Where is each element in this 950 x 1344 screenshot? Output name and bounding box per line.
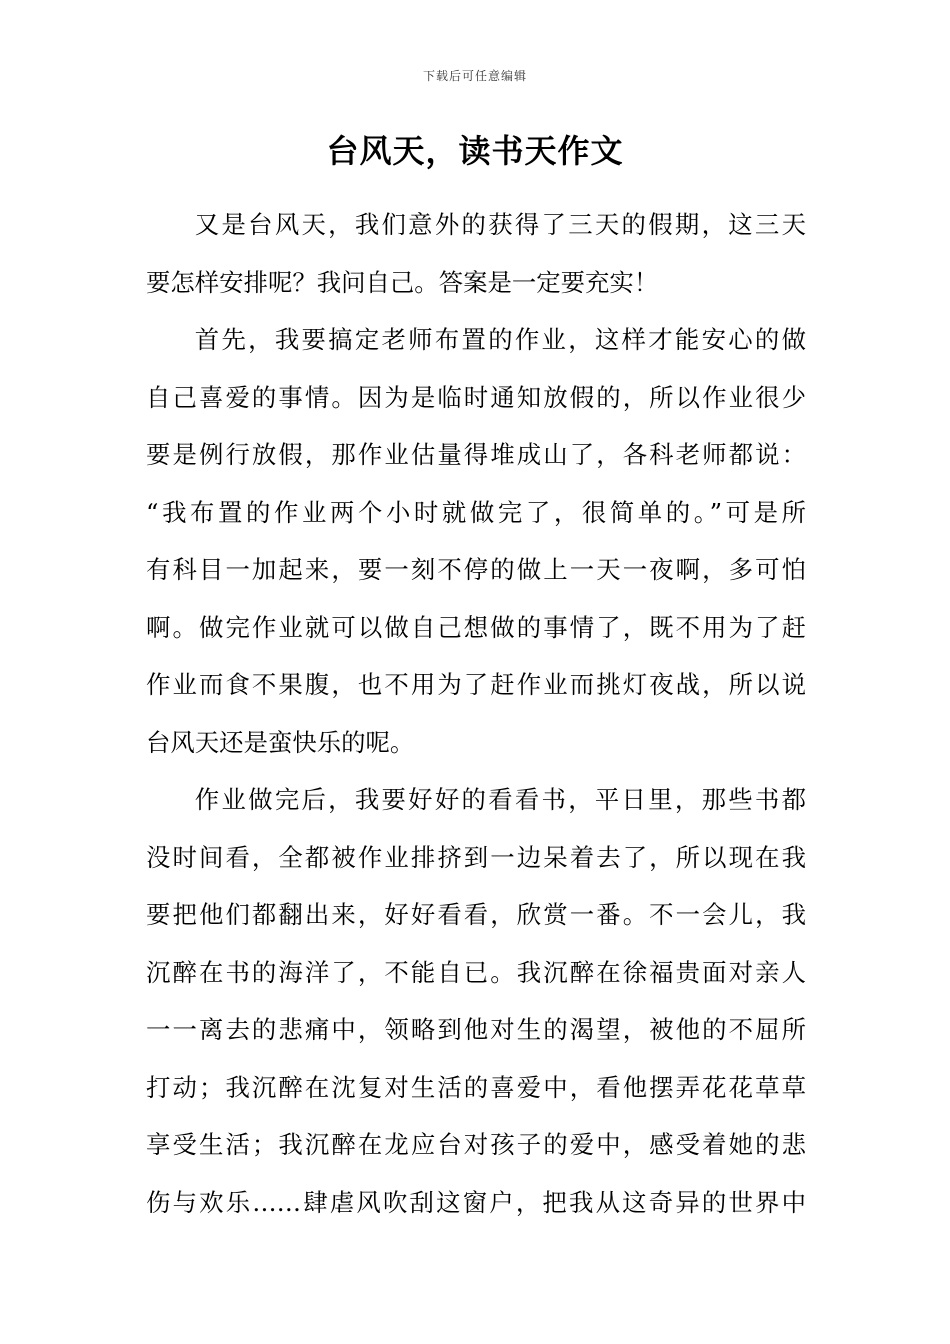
header-note: 下载后可任意编辑 xyxy=(422,69,527,83)
paragraph-line: 没时间看，全都被作业排挤到一边呆着去了，所以现在我 xyxy=(146,842,806,872)
paragraph-3 xyxy=(146,771,806,1231)
paragraph-line: 伤与欢乐……肆虐风吹刮这窗户，把我从这奇异的世界中 xyxy=(146,1187,806,1217)
paragraph-line: 一一离去的悲痛中，领略到他对生的渴望，被他的不屈所 xyxy=(146,1015,806,1044)
paragraph-line: 要把他们都翻出来，好好看看，欣赏一番。不一会儿，我 xyxy=(146,900,806,929)
paragraph-line: 要是例行放假，那作业估量得堆成山了，各科老师都说： xyxy=(146,440,806,469)
paragraph-line: 沉醉在书的海洋了，不能自已。我沉醉在徐福贵面对亲人 xyxy=(146,957,806,987)
paragraph-line: 首先，我要搞定老师布置的作业，这样才能安心的做 xyxy=(194,325,806,354)
paragraph-2 xyxy=(146,311,806,771)
paragraph-line: 享受生活；我沉醉在龙应台对孩子的爱中，感受着她的悲 xyxy=(146,1130,806,1159)
paragraph-line: 打动；我沉醉在沈复对生活的喜爱中，看他摆弄花花草草 xyxy=(146,1072,806,1102)
paragraph-line: “我布置的作业两个小时就做完了，很简单的。”可是所 xyxy=(146,497,806,527)
paragraph-line: 有科目一加起来，要一刻不停的做上一天一夜啊，多可怕 xyxy=(146,555,806,584)
paragraph-line: 啊。做完作业就可以做自己想做的事情了，既不用为了赶 xyxy=(146,612,806,642)
paragraph-line: 自己喜爱的事情。因为是临时通知放假的，所以作业很少 xyxy=(146,382,806,412)
paragraph-line: 又是台风天，我们意外的获得了三天的假期，这三天 xyxy=(194,210,806,239)
paragraph-line: 作业而食不果腹，也不用为了赶作业而挑灯夜战，所以说 xyxy=(146,670,806,699)
document-body xyxy=(146,196,806,1231)
paragraph-line: 作业做完后，我要好好的看看书，平日里，那些书都 xyxy=(194,785,806,814)
paragraph-line: 台风天还是蛮快乐的呢。 xyxy=(146,727,415,757)
document-title: 台风天，读书天作文 xyxy=(326,132,624,170)
paragraph-line: 要怎样安排呢？我问自己。答案是一定要充实！ xyxy=(146,267,659,297)
paragraph-1 xyxy=(146,196,806,311)
